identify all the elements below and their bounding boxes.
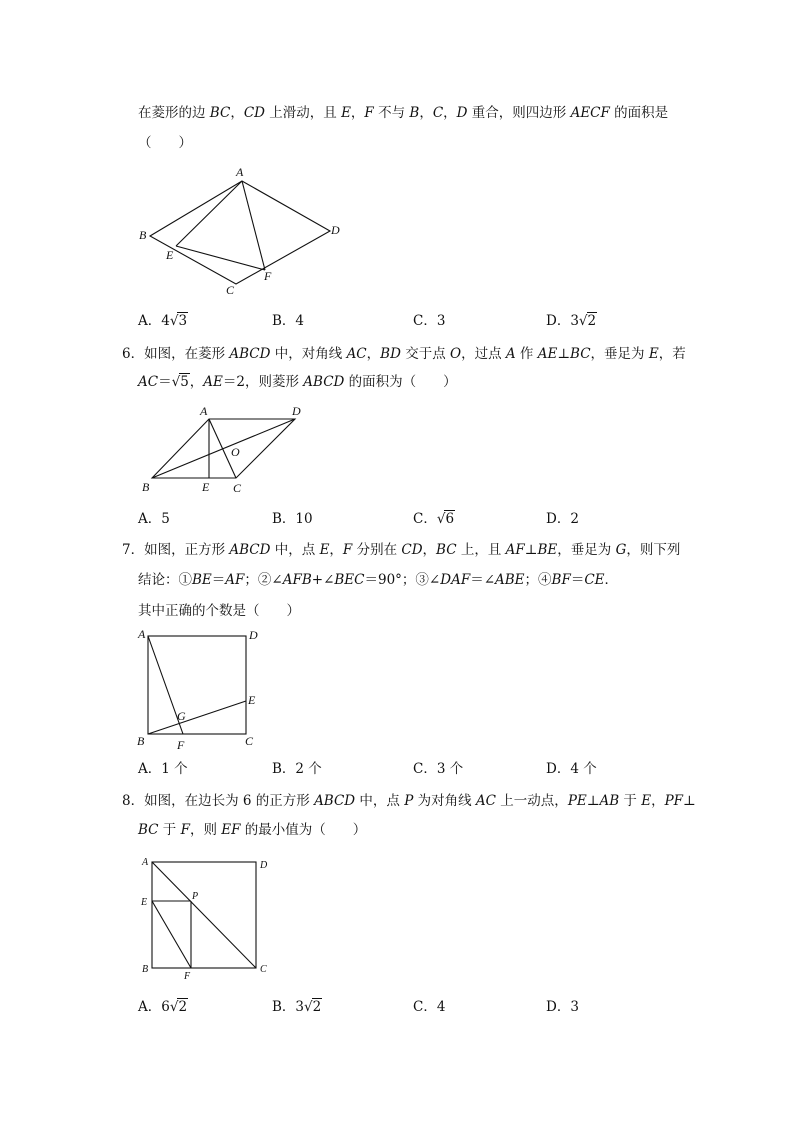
q5-t: ， [443, 105, 457, 121]
q6-option-b[interactable]: B．10 [272, 511, 313, 527]
q7-t: ABCD [229, 542, 271, 558]
q6-rad: 5 [180, 374, 189, 390]
q8-opt-text: B．3 [272, 999, 305, 1015]
q7-t: 上，且 [456, 542, 506, 558]
q7-t: 中，点 [270, 542, 320, 558]
q6-label-b: B [142, 480, 150, 494]
q6-rhombus-figure [138, 400, 318, 500]
q8-t: 如图，在边长为 6 的正方形 [144, 793, 315, 809]
q6-label-o: O [231, 445, 240, 459]
q8-t: ， [651, 793, 665, 809]
q8-number: 8． [122, 793, 145, 809]
q8-label-a: A [142, 857, 149, 868]
q8-label-d: D [260, 860, 268, 871]
q6-t: ⊥ [557, 346, 571, 362]
q5-t: 上滑动，且 [264, 105, 342, 121]
q7-t: ＝∠ [470, 572, 496, 588]
q5-t: B [409, 105, 420, 121]
q8-t: F [180, 822, 190, 838]
q7-t: BE [537, 542, 558, 558]
q8-t: PF [664, 793, 684, 809]
q7-t: F [342, 542, 353, 558]
q8-opt-rad: 2 [178, 999, 188, 1015]
q5-seg-ae [176, 181, 242, 246]
q5-rhombus-figure [130, 160, 360, 300]
sqrt-symbol: √2 [304, 999, 322, 1015]
q7-t: ；②∠ [244, 572, 283, 588]
q6-number: 6． [122, 346, 145, 362]
q7-text-line3: 其中正确的个数是（ ） [138, 603, 300, 619]
q7-number: 7． [122, 542, 145, 558]
q7-label-d: D [249, 628, 258, 642]
q6-t: ，过点 [461, 346, 506, 362]
q6-t: O [450, 346, 462, 362]
q7-t: G [615, 542, 627, 558]
q8-label-c: C [260, 964, 267, 975]
q6-t: 交于点 [400, 346, 450, 362]
q6-t: 作 [515, 346, 538, 362]
q8-t: E [641, 793, 652, 809]
q5-option-b[interactable]: B．4 [272, 313, 305, 329]
q6-option-a[interactable]: A．5 [138, 511, 170, 527]
q8-t: 上一动点， [496, 793, 568, 809]
q7-seg-be [148, 701, 246, 734]
q7-option-b[interactable]: B．2 个 [272, 761, 322, 777]
q8-t: 于 [158, 822, 181, 838]
q8-t: ⊥ [683, 793, 696, 809]
q8-label-f: F [184, 971, 191, 982]
q6-option-d[interactable]: D．2 [546, 511, 579, 527]
q8-label-e: E [141, 897, 148, 908]
q7-t: ABE [495, 572, 525, 588]
q7-t: ，垂足为 [557, 542, 616, 558]
q7-square [148, 636, 246, 734]
q8-t: ，则 [189, 822, 222, 838]
q6-t: AC [138, 374, 159, 390]
q8-label-p: P [192, 891, 199, 902]
q8-t: EF [221, 822, 241, 838]
q6-t: ， [189, 374, 204, 390]
q6-t: BD [380, 346, 401, 362]
q7-t: AF [505, 542, 525, 558]
q7-label-f: F [177, 738, 185, 752]
q6-t: A [505, 346, 516, 362]
q5-t: F [364, 105, 374, 121]
q8-label-b: B [142, 964, 149, 975]
q5-t: 重合，则四边形 [467, 105, 571, 121]
q6-t: AC [346, 346, 367, 362]
q5-label-d: D [331, 223, 340, 237]
q5-t: ， [230, 105, 244, 121]
q7-t: 结论：① [138, 572, 192, 588]
q7-label-a: A [138, 627, 146, 641]
q7-t: +∠ [311, 572, 335, 588]
q5-t: E [341, 105, 351, 121]
q5-opt-rad: 3 [178, 313, 188, 329]
q5-opt-rad: 2 [587, 313, 597, 329]
q5-option-a[interactable] [138, 312, 188, 330]
q6-t: ， [366, 346, 381, 362]
q5-t: 的面积是 [609, 105, 669, 121]
q5-text-line2: （ ） [138, 135, 192, 151]
q5-label-a: A [236, 165, 244, 179]
q6-t: ABCD [229, 346, 271, 362]
sqrt-symbol: √2 [169, 999, 188, 1015]
q5-label-f: F [264, 269, 272, 283]
q8-t: P [404, 793, 414, 809]
q8-option-d[interactable]: D．3 [546, 999, 579, 1015]
q8-t: ⊥ [586, 793, 600, 809]
q6-t: 中，对角线 [270, 346, 347, 362]
q7-t: ；④ [524, 572, 552, 588]
q8-t: 中，点 [355, 793, 405, 809]
q7-t: DAF [440, 572, 471, 588]
q5-label-e: E [166, 248, 174, 262]
q5-option-c[interactable]: C．3 [413, 313, 446, 329]
q6-t: AE [203, 374, 223, 390]
q8-text-line1 [122, 792, 696, 810]
q6-t: AE [537, 346, 558, 362]
q7-t: 分别在 [352, 542, 402, 558]
q5-rhombus [150, 181, 330, 284]
q6-t: ，若 [658, 346, 686, 362]
q8-t: 为对角线 [413, 793, 476, 809]
q7-option-c[interactable]: C．3 个 [413, 761, 464, 777]
q6-t: ，垂足为 [590, 346, 649, 362]
q8-square-figure [138, 850, 278, 980]
q7-t: ． [604, 572, 619, 588]
q5-t: BC [209, 105, 231, 121]
q7-t: BF [551, 572, 571, 588]
q8-opt-text: A．6 [138, 999, 170, 1015]
q8-t: 的最小值为（ ） [240, 822, 367, 838]
q5-seg-af [242, 181, 265, 270]
q7-t: ⊥ [524, 542, 538, 558]
q7-t: AF [225, 572, 245, 588]
sqrt-symbol: √5 [171, 374, 189, 390]
q8-seg-ac [152, 862, 256, 968]
q7-option-d[interactable]: D．4 个 [546, 761, 597, 777]
q7-text-line1 [122, 541, 680, 559]
q5-t: D [456, 105, 468, 121]
q8-option-b[interactable] [272, 998, 322, 1016]
q8-text-line2 [138, 821, 366, 839]
q8-t: PE [567, 793, 587, 809]
q6-t: BC [570, 346, 591, 362]
q6-t: ＝2，则菱形 [222, 374, 304, 390]
sqrt-symbol: √2 [578, 313, 597, 329]
q7-t: BE [192, 572, 212, 588]
q5-t: AECF [570, 105, 610, 121]
q8-seg-ef [152, 901, 191, 968]
q5-label-c: C [226, 283, 235, 297]
q7-t: CE [584, 572, 605, 588]
q6-opt-rad: 6 [445, 511, 455, 527]
q8-t: AC [475, 793, 497, 809]
q7-t: ＝ [211, 572, 226, 588]
q7-label-e: E [248, 693, 256, 707]
q7-t: BEC [334, 572, 365, 588]
q7-label-c: C [245, 734, 254, 748]
q6-label-c: C [233, 481, 242, 495]
sqrt-symbol: √3 [169, 313, 188, 329]
sqrt-symbol: √6 [436, 511, 455, 527]
q7-t: ， [329, 542, 343, 558]
q5-t: 不与 [373, 105, 410, 121]
q5-opt-text: A．4 [138, 313, 170, 329]
q5-text-line1 [138, 104, 668, 122]
q6-opt-text: C． [413, 511, 437, 527]
q7-t: ＝90°；③∠ [364, 572, 441, 588]
q6-text-line1 [122, 345, 686, 363]
q6-option-c[interactable] [413, 510, 455, 528]
q7-label-g: G [177, 709, 186, 723]
q5-t: CD [243, 105, 265, 121]
q8-option-c[interactable]: C．4 [413, 999, 446, 1015]
q8-t: BC [138, 822, 159, 838]
q5-label-b: B [139, 228, 147, 242]
q7-label-b: B [137, 734, 145, 748]
q7-t: AFB [282, 572, 312, 588]
q7-t: ，则下列 [626, 542, 681, 558]
q5-t: 在菱形的边 [138, 105, 210, 121]
q8-option-a[interactable] [138, 998, 188, 1016]
q5-option-d[interactable] [546, 312, 597, 330]
q8-t: AB [599, 793, 620, 809]
q7-option-a[interactable]: A．1 个 [138, 761, 188, 777]
q5-t: ， [350, 105, 365, 121]
q6-t: 的面积为（ ） [344, 374, 457, 390]
q6-t: ＝ [158, 374, 172, 390]
q5-t: C [432, 105, 444, 121]
q5-opt-text: D．3 [546, 313, 579, 329]
q7-t: E [319, 542, 330, 558]
q7-text-line2 [138, 571, 618, 589]
q8-t: ABCD [314, 793, 356, 809]
q5-t: ， [419, 105, 433, 121]
q6-label-d: D [292, 404, 301, 418]
q7-square-figure [136, 624, 266, 754]
q6-text-line2 [138, 373, 457, 391]
q6-seg-bd [152, 419, 295, 478]
q7-t: ＝ [570, 572, 585, 588]
q8-opt-rad: 2 [312, 999, 322, 1015]
q7-t: BC [436, 542, 457, 558]
q6-t: ABCD [303, 374, 345, 390]
q7-t: CD [401, 542, 423, 558]
q6-label-a: A [200, 404, 208, 418]
q6-t: E [648, 346, 659, 362]
q7-t: 如图，正方形 [144, 542, 230, 558]
q7-t: ， [422, 542, 437, 558]
q8-t: 于 [619, 793, 642, 809]
q6-label-e: E [202, 480, 210, 494]
q6-t: 如图，在菱形 [144, 346, 230, 362]
